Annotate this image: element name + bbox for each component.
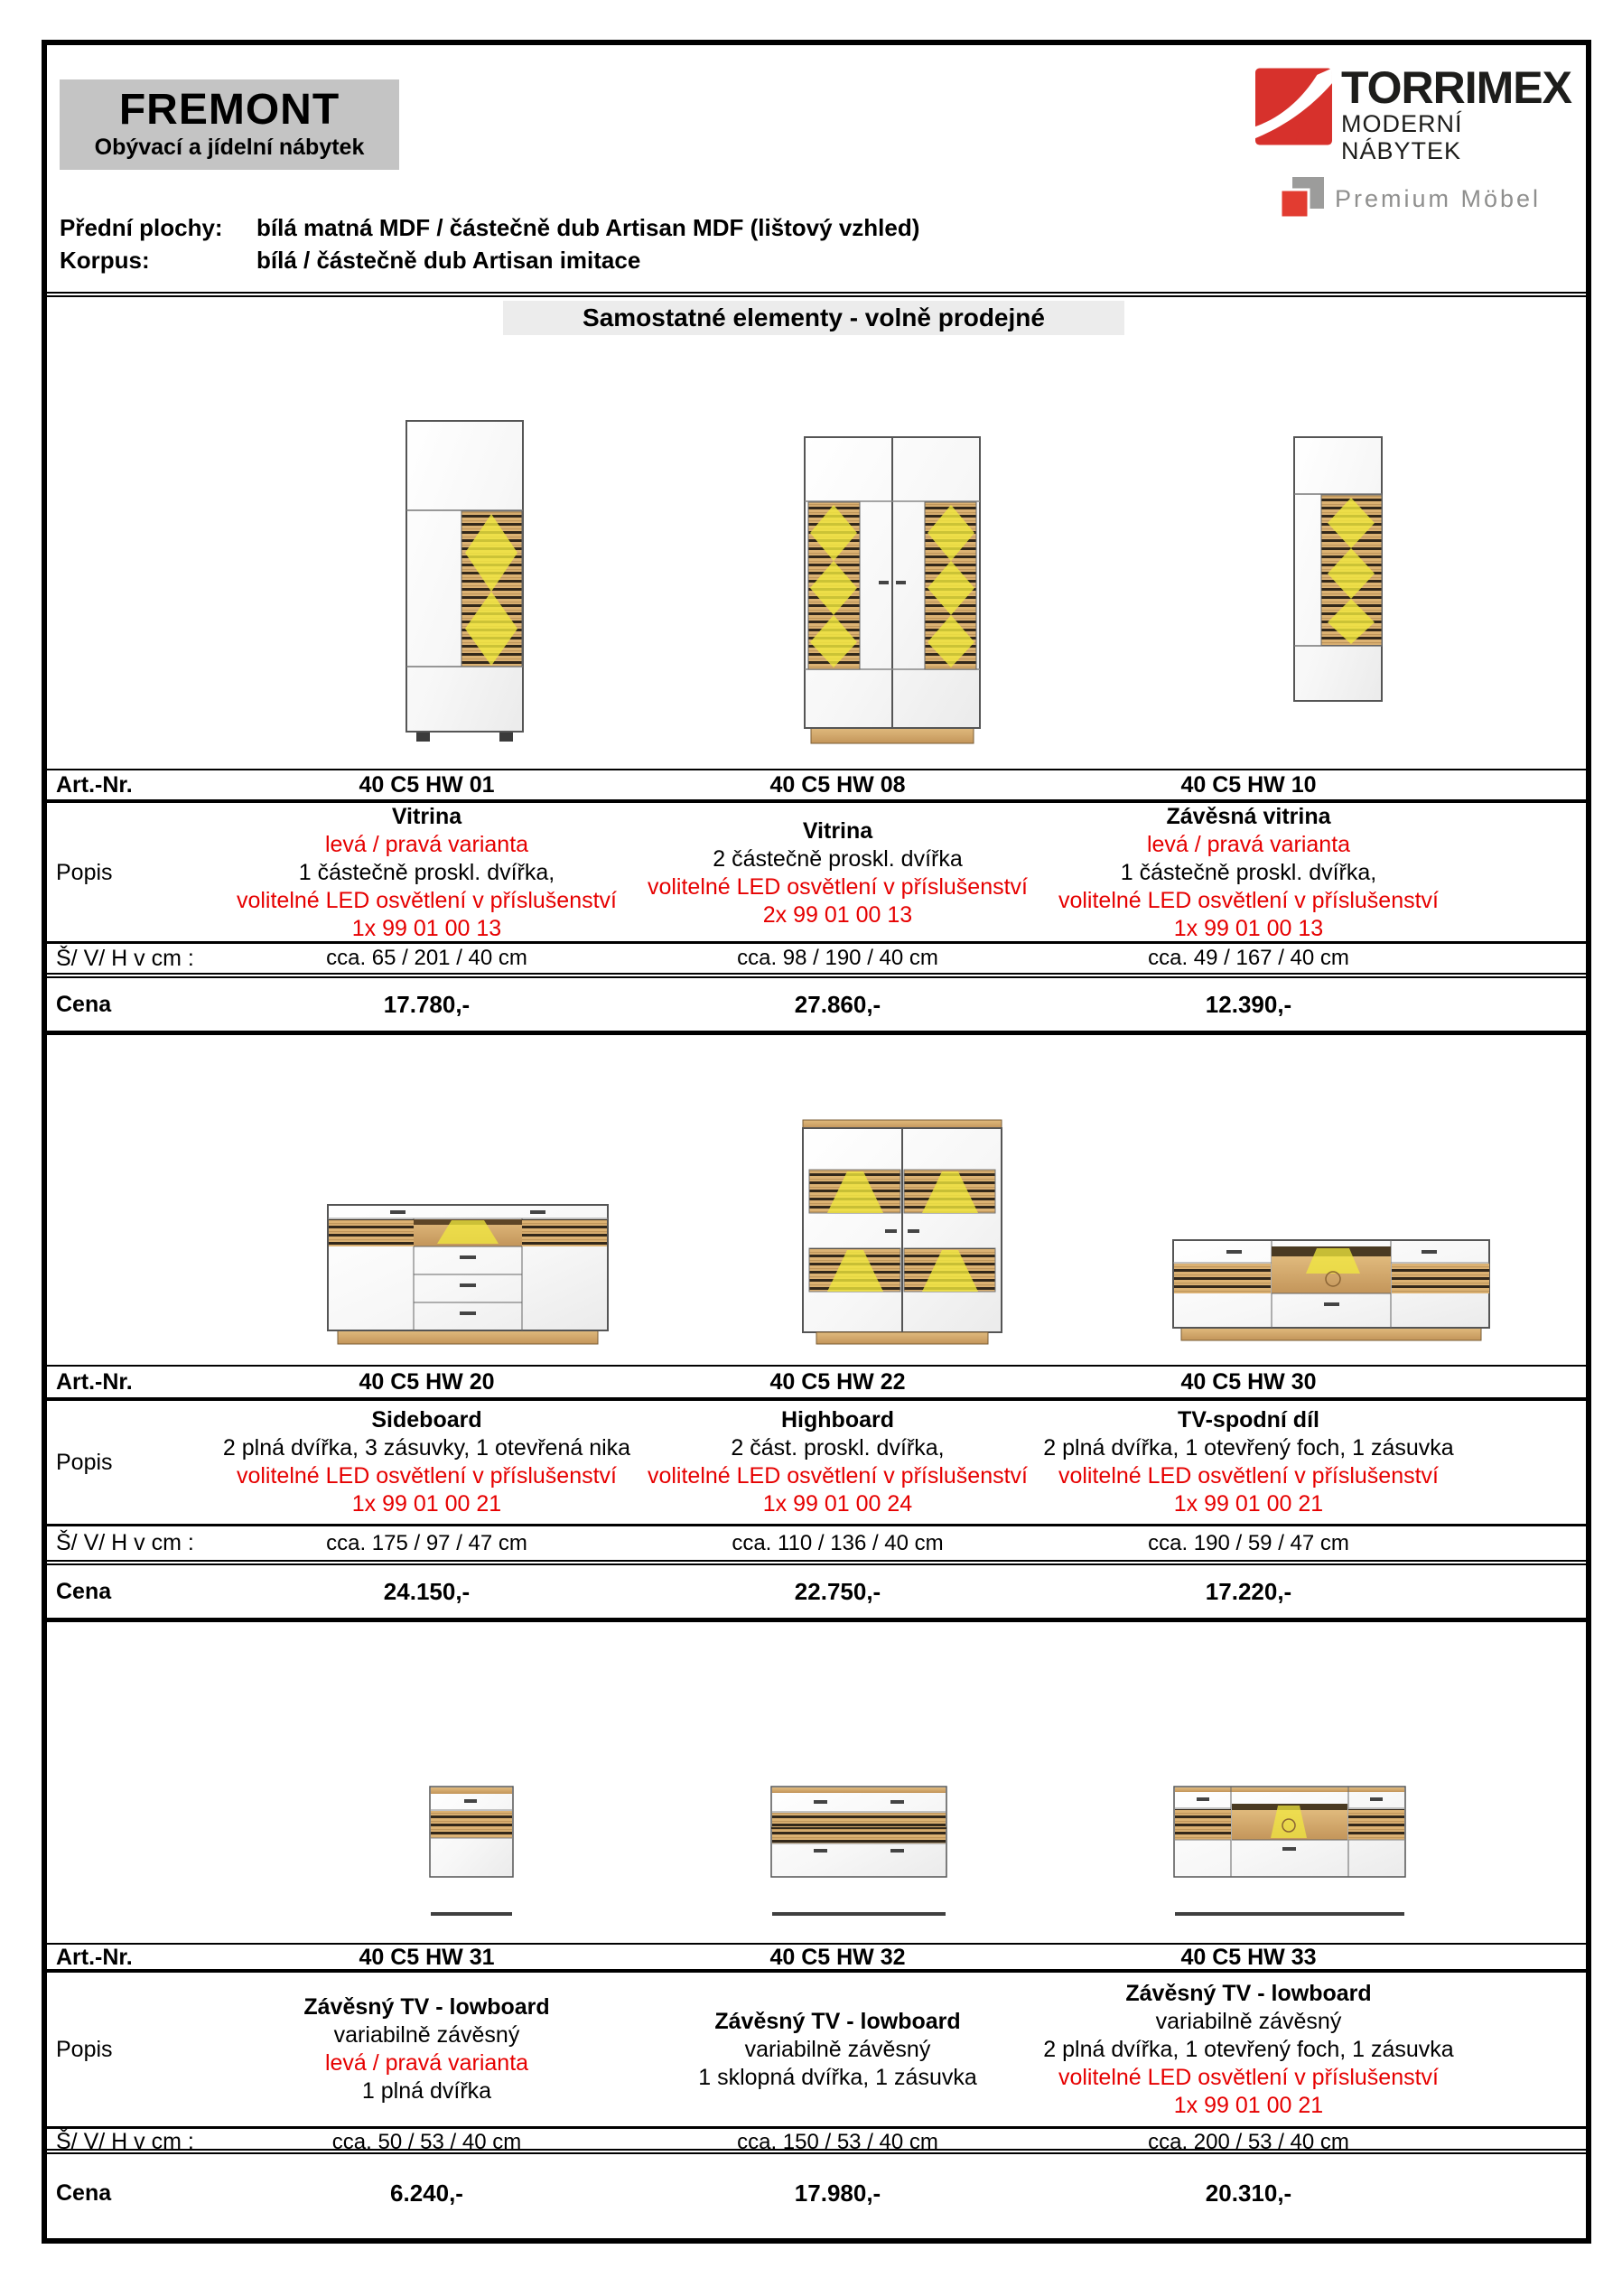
dims-label: Š/ V/ H v cm : xyxy=(56,1530,194,1555)
desc-line: Závěsná vitrina xyxy=(1166,804,1331,829)
art-value: 40 C5 HW 01 xyxy=(359,771,495,798)
desc-line: 2 část. proskl. dvířka, xyxy=(731,1435,945,1461)
desc-line: 1x 99 01 00 21 xyxy=(1173,2092,1324,2118)
desc-line: volitelné LED osvětlení v příslušenství xyxy=(236,1463,618,1489)
product-image-40-c5-hw-20 xyxy=(221,1035,632,1365)
dims-value: cca. 50 / 53 / 40 cm xyxy=(331,2129,522,2154)
price-value: 17.980,- xyxy=(794,2179,881,2207)
price-row-3 xyxy=(47,2154,1586,2233)
art-label: Art.-Nr. xyxy=(56,1945,133,1970)
dims-value: cca. 200 / 53 / 40 cm xyxy=(1148,2129,1349,2154)
art-row-2 xyxy=(47,1365,1586,1401)
desc-line: 1x 99 01 00 24 xyxy=(762,1491,913,1517)
product-image-40-c5-hw-30 xyxy=(1043,1035,1454,1365)
desc-line: 1 částečně proskl. dvířka, xyxy=(298,860,555,885)
product-image-40-c5-hw-01 xyxy=(221,335,632,769)
desc-cell xyxy=(221,1993,632,2105)
art-value: 40 C5 HW 30 xyxy=(1180,1368,1317,1395)
torrimex-wordmark xyxy=(1340,62,1571,164)
product-image-40-c5-hw-32 xyxy=(632,1622,1043,1943)
dims-row-2 xyxy=(47,1526,1586,1565)
image-row-1 xyxy=(47,335,1586,769)
header xyxy=(47,45,1586,292)
image-row-2 xyxy=(47,1035,1586,1365)
dims-value: cca. 175 / 97 / 47 cm xyxy=(326,1530,527,1555)
material-specs xyxy=(60,211,919,276)
art-value: 40 C5 HW 31 xyxy=(359,1945,495,1970)
torrimex-logo xyxy=(1255,62,1571,164)
desc-line: 2 plná dvířka, 1 otevřený foch, 1 zásuvka xyxy=(1043,1435,1454,1461)
desc-line: Závěsný TV - lowboard xyxy=(1125,1980,1372,2006)
premium-icon xyxy=(1281,177,1326,220)
page-subtitle: Obývací a jídelní nábytek xyxy=(94,135,365,160)
product-image-40-c5-hw-22 xyxy=(632,1035,1043,1365)
section-banner: Samostatné elementy - volně prodejné xyxy=(503,301,1124,335)
desc-line: 1x 99 01 00 21 xyxy=(1173,1491,1324,1517)
price-value: 17.220,- xyxy=(1205,1577,1292,1605)
desc-cell xyxy=(632,2008,1043,2092)
dims-value: cca. 150 / 53 / 40 cm xyxy=(737,2129,938,2154)
desc-line: 1x 99 01 00 21 xyxy=(351,1491,502,1517)
desc-line: Sideboard xyxy=(371,1407,482,1433)
desc-line: volitelné LED osvětlení v příslušenství xyxy=(647,1463,1029,1489)
dims-value: cca. 110 / 136 / 40 cm xyxy=(732,1530,944,1555)
dims-row-1 xyxy=(47,944,1586,978)
art-value: 40 C5 HW 08 xyxy=(769,771,906,798)
desc-line: levá / pravá varianta xyxy=(324,2050,529,2076)
desc-cell xyxy=(221,1406,632,1518)
dims-label: Š/ V/ H v cm : xyxy=(56,2129,194,2154)
desc-line: variabilně závěsný xyxy=(333,2022,520,2048)
title-box xyxy=(60,79,399,170)
torrimex-name: TORRIMEX xyxy=(1340,62,1571,113)
torrimex-icon xyxy=(1255,65,1332,148)
price-list xyxy=(47,292,1586,2238)
dims-value: cca. 98 / 190 / 40 cm xyxy=(737,946,938,970)
desc-line: 1x 99 01 00 13 xyxy=(1173,916,1324,941)
desc-line: levá / pravá varianta xyxy=(324,832,529,857)
desc-row-1 xyxy=(47,803,1586,944)
desc-line: 1 plná dvířka xyxy=(361,2078,492,2104)
art-value: 40 C5 HW 22 xyxy=(769,1368,906,1395)
product-image-40-c5-hw-08 xyxy=(632,335,1043,769)
desc-line: Vitrina xyxy=(802,817,873,844)
brand-logo xyxy=(1255,62,1571,220)
torrimex-tagline: MODERNÍ NÁBYTEK xyxy=(1340,110,1463,164)
art-label: Art.-Nr. xyxy=(56,771,133,798)
desc-line: volitelné LED osvětlení v příslušenství xyxy=(1058,1463,1440,1489)
desc-label: Popis xyxy=(56,2036,113,2062)
spec-label: Korpus: xyxy=(60,247,150,274)
dims-value: cca. 190 / 59 / 47 cm xyxy=(1148,1530,1349,1555)
spec-row-body xyxy=(60,244,919,276)
spec-value: bílá matná MDF / částečně dub Artisan MDF (lištový vzhled) xyxy=(256,214,920,241)
desc-line: 2 částečně proskl. dvířka xyxy=(713,845,963,872)
desc-label: Popis xyxy=(56,1449,113,1475)
price-row-2 xyxy=(47,1565,1586,1622)
desc-cell xyxy=(632,1406,1043,1518)
art-label: Art.-Nr. xyxy=(56,1368,133,1395)
art-row-1 xyxy=(47,769,1586,803)
price-value: 20.310,- xyxy=(1205,2179,1292,2207)
price-label: Cena xyxy=(56,2180,112,2206)
price-label: Cena xyxy=(56,1578,112,1604)
desc-cell xyxy=(632,817,1043,929)
art-value: 40 C5 HW 32 xyxy=(769,1945,906,1970)
desc-line: Highboard xyxy=(781,1407,894,1433)
dims-row-3 xyxy=(47,2129,1586,2154)
price-value: 24.150,- xyxy=(383,1577,471,1605)
desc-line: volitelné LED osvětlení v příslušenství xyxy=(236,888,618,913)
desc-label: Popis xyxy=(56,860,113,885)
dims-value: cca. 65 / 201 / 40 cm xyxy=(326,946,527,970)
spec-label: Přední plochy: xyxy=(60,214,223,241)
product-image-40-c5-hw-33 xyxy=(1043,1622,1454,1943)
desc-line: 2 plná dvířka, 3 zásuvky, 1 otevřená nika xyxy=(222,1435,631,1461)
image-row-3 xyxy=(47,1622,1586,1943)
desc-line: 2x 99 01 00 13 xyxy=(762,901,913,928)
art-row-3 xyxy=(47,1943,1586,1973)
page-frame xyxy=(42,40,1591,2244)
desc-line: volitelné LED osvětlení v příslušenství xyxy=(1058,2064,1440,2090)
product-image-40-c5-hw-31 xyxy=(221,1622,632,1943)
desc-line: variabilně závěsný xyxy=(744,2036,931,2062)
art-value: 40 C5 HW 10 xyxy=(1180,771,1317,798)
price-value: 17.780,- xyxy=(383,990,471,1018)
desc-line: Vitrina xyxy=(391,804,462,829)
desc-cell xyxy=(1043,803,1454,943)
spec-value: bílá / částečně dub Artisan imitace xyxy=(256,247,641,274)
dims-value: cca. 49 / 167 / 40 cm xyxy=(1148,946,1349,970)
premium-logo xyxy=(1281,177,1571,220)
art-value: 40 C5 HW 33 xyxy=(1180,1945,1317,1970)
desc-line: Závěsný TV - lowboard xyxy=(303,1994,550,2020)
price-value: 27.860,- xyxy=(794,990,881,1018)
desc-cell xyxy=(1043,1406,1454,1518)
desc-line: variabilně závěsný xyxy=(1155,2008,1342,2034)
price-value: 12.390,- xyxy=(1205,990,1292,1018)
spec-row-fronts xyxy=(60,211,919,244)
price-label: Cena xyxy=(56,991,112,1017)
desc-line: volitelné LED osvětlení v příslušenství xyxy=(647,873,1029,900)
desc-row-3 xyxy=(47,1973,1586,2129)
desc-cell xyxy=(1043,1980,1454,2120)
desc-line: Závěsný TV - lowboard xyxy=(714,2008,961,2034)
desc-line: TV-spodní díl xyxy=(1178,1407,1319,1433)
desc-line: 2 plná dvířka, 1 otevřený foch, 1 zásuvka xyxy=(1043,2036,1454,2062)
desc-line: 1x 99 01 00 13 xyxy=(351,916,502,941)
desc-line: 1 sklopná dvířka, 1 zásuvka xyxy=(698,2064,977,2090)
desc-row-2 xyxy=(47,1401,1586,1526)
price-value: 6.240,- xyxy=(390,2179,463,2207)
desc-cell xyxy=(221,803,632,943)
dims-label: Š/ V/ H v cm : xyxy=(56,945,194,971)
desc-line: volitelné LED osvětlení v příslušenství xyxy=(1058,888,1440,913)
product-image-40-c5-hw-10 xyxy=(1043,335,1454,769)
art-value: 40 C5 HW 20 xyxy=(359,1368,495,1395)
desc-line: levá / pravá varianta xyxy=(1146,832,1351,857)
price-row-1 xyxy=(47,978,1586,1035)
desc-line: 1 částečně proskl. dvířka, xyxy=(1120,860,1377,885)
page-title: FREMONT xyxy=(118,86,340,134)
premium-label: Premium Möbel xyxy=(1335,184,1542,212)
price-value: 22.750,- xyxy=(794,1577,881,1605)
